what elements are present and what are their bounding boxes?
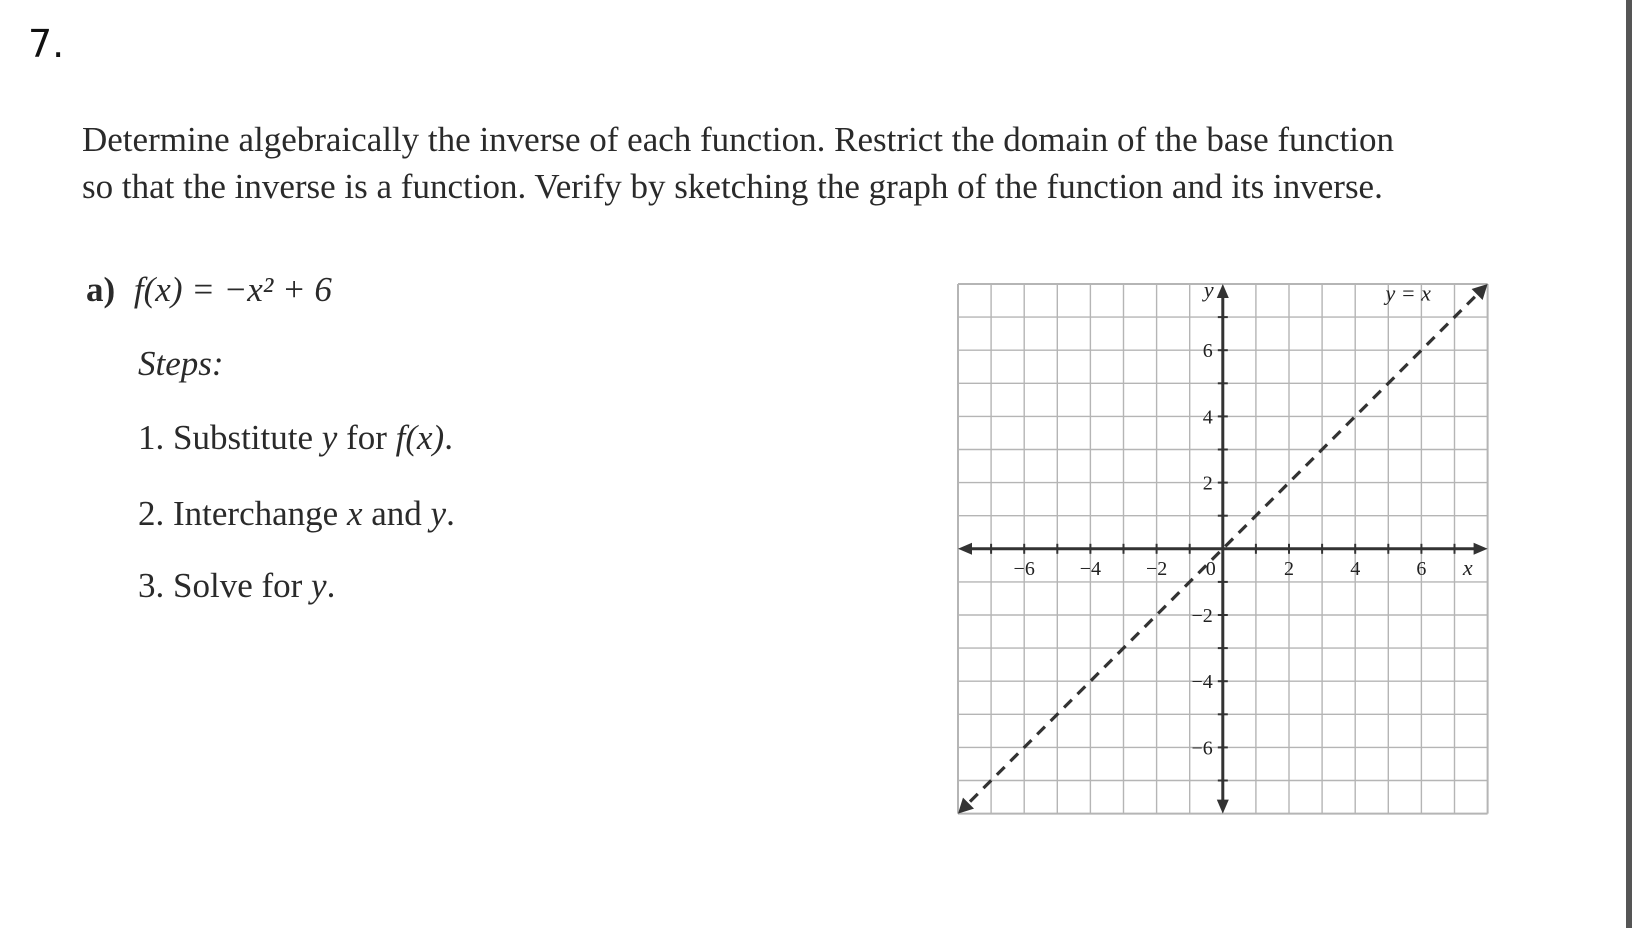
step-text: Interchange — [173, 494, 347, 533]
y-axis-arrow-up — [1217, 284, 1229, 298]
y-tick-label: 4 — [1202, 406, 1213, 429]
step-number: 1. — [138, 418, 165, 457]
step-text: . — [444, 418, 453, 457]
steps-heading: Steps: — [138, 344, 224, 383]
x-tick-label: −4 — [1079, 557, 1102, 580]
y-tick-label: −6 — [1191, 737, 1213, 760]
step-text: . — [446, 494, 455, 533]
y-tick-label: −4 — [1191, 671, 1213, 694]
question-number: 7. — [28, 22, 65, 66]
x-tick-label: −6 — [1013, 557, 1035, 580]
step-variable: y — [311, 566, 327, 605]
step-text: Substitute — [173, 418, 322, 457]
question-prompt: Determine algebraically the inverse of each function. Restrict the domain of the base function so that the inverse is a function. Verify by sketching the graph of the function and its inverse. — [82, 120, 1395, 206]
step-text: . — [326, 566, 336, 605]
function-expression: f(x) = −x² + 6 — [133, 270, 332, 309]
x-axis-label: x — [1462, 554, 1473, 580]
y-tick-label: 2 — [1202, 472, 1213, 495]
y-axis-label: y — [1203, 277, 1214, 303]
y-tick-label: −2 — [1191, 605, 1213, 627]
step-number: 2. — [138, 494, 165, 533]
step-text: for — [337, 418, 396, 457]
y-axis-arrow-down — [1217, 800, 1229, 814]
x-tick-label: 2 — [1284, 557, 1294, 580]
x-axis-arrow-left — [958, 543, 972, 555]
y-tick-label: 6 — [1202, 340, 1213, 363]
x-tick-label: −2 — [1145, 557, 1168, 580]
x-tick-label: 4 — [1350, 557, 1361, 580]
step-number: 3. — [138, 566, 165, 605]
step-text: and — [362, 494, 431, 533]
line-label: y = x — [1385, 280, 1431, 306]
step-variable: f(x) — [395, 418, 445, 457]
x-axis-arrow-right — [1474, 543, 1488, 555]
step-variable: y — [321, 418, 338, 457]
step-variable: x — [346, 494, 363, 533]
step-text: Solve for — [173, 566, 312, 605]
part-label: a) — [86, 270, 116, 309]
x-tick-label: 0 — [1205, 557, 1216, 580]
x-tick-label: 6 — [1416, 557, 1427, 580]
step-variable: y — [430, 494, 447, 533]
